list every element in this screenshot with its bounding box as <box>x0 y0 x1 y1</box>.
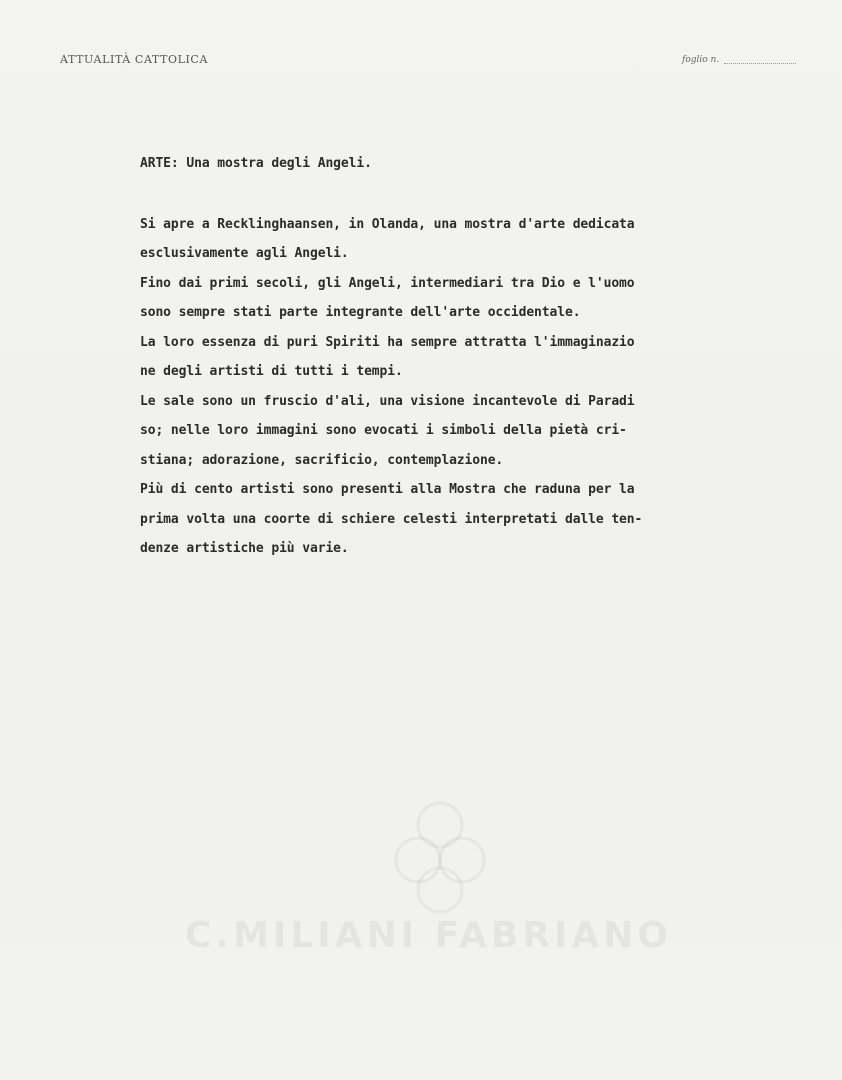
sheet-number-field <box>724 63 796 64</box>
article-line: stiana; adorazione, sacrificio, contemplazione. <box>140 453 504 468</box>
article-title: ARTE: Una mostra degli Angeli. <box>140 156 372 171</box>
article-line: Si apre a Recklinghaansen, in Olanda, una mostra d'arte dedicata <box>140 217 635 232</box>
article-line: sono sempre stati parte integrante dell'arte occidentale. <box>140 305 581 320</box>
article-line: Le sale sono un fruscio d'ali, una visione incantevole di Paradi <box>140 394 635 409</box>
article-line: prima volta una coorte di schiere celesti interpretati dalle ten- <box>140 512 643 527</box>
publication-header: ATTUALITÀ CATTOLICA <box>60 53 208 66</box>
paper-watermark: C.MILIANI FABRIANO <box>185 915 673 956</box>
article-line: Più di cento artisti sono presenti alla Mostra che raduna per la <box>140 482 635 497</box>
article-line: so; nelle loro immagini sono evocati i simboli della pietà cri- <box>140 423 627 438</box>
watermark-emblem <box>380 790 500 930</box>
article-line: denze artistiche più varie. <box>140 541 349 556</box>
sheet-number-label: foglio n. <box>682 55 720 65</box>
article-line: ne degli artisti di tutti i tempi. <box>140 364 403 379</box>
article-line: La loro essenza di puri Spiriti ha sempre attratta l'immaginazio <box>140 335 635 350</box>
article-line: esclusivamente agli Angeli. <box>140 246 349 261</box>
article-line: Fino dai primi secoli, gli Angeli, intermediari tra Dio e l'uomo <box>140 276 635 291</box>
